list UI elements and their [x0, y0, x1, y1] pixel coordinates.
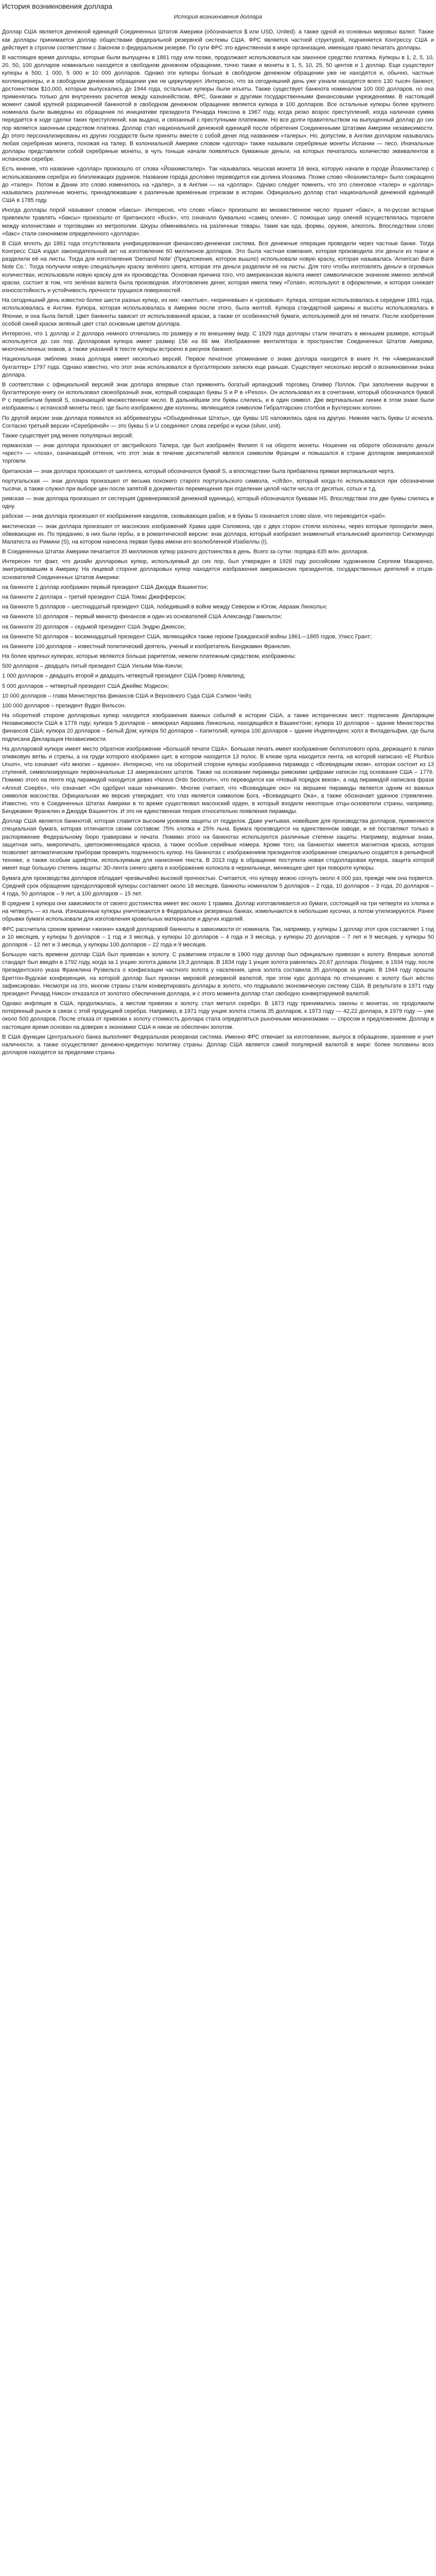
article-paragraph: Доллар США является банкнотой, которая славится высоким уровнем защиты от подделок. Даже учитывая, новейшие для производства долларов, применяются специальная бумага, которая отличается своим составом: 75% хлопка и 25% льна. Бумага производится на единственном заводе, и её поставляют только в распоряжение Федеральному бюро гравировки и печати. Помимо этого на банкнотах используются различные степени защиты. Например, водяные знаки, защитная нить, микропечать, цветоизменяющаяся краска, а также особые серийные номера. Кроме того, на банкнотах имеется магнитная краска, которая позволяет автоматическим приборам проверять подлинность купюр. На банкнотах с изображением президентов изображение специально создаётся в рельефной технике, а также особым шрифтом, используемым для нанесения текста. В 2013 году в обращение поступила новая стодолларовая купюра, защита которой имеет еще большую степень защиты: 3D-лента синего цвета и изображение колокола в чернильнице, меняющее цвет при повороте купюры. [2, 818, 434, 872]
article-paragraph: На долларовой купюре имеет место обратное изображение «Большой печати США». Большая печать имеет изображение белоголового орла, держащего в лапах оливковую ветвь и стрелы, а на груди которого изображен щит, в котором находится 13 полос. В клюве орла находится лента, на которой написано «E Pluribus Unum», что означает «Из многих – единое». Интересно, что на оборотной стороне купюры изображена пирамида с «Всевидящим оком», которая состоит из 13 ступеней, символизирующих первоначальные 13 американских штатов. Также на основании пирамиды римскими цифрами написан год основания США – 1776. Помимо этого на ленте под пирамидой находится девиз «Novus Ordo Seclorum», что переводится как «Новый порядок веков», а над пирамидой написана фраза «Annuit Coeptis», что означает «Он одобрил наши начинания». Многие считают, что «Всевидящее око» на вершине пирамиды является одним из важных символов масонства. Официальная же версия утверждает, что глаз является символом Бога, «Всевидящего Ока», а также обозначает удачное стремление. Известно, что в Соединенных Штатах Америки в то время существовал масонский орден, в который входили некоторые отцы-основатели страны, например, Бенджамин Франклин и Джордж Вашингтон. И это не единственная теория относительно появления пирамиды. [2, 745, 434, 815]
article-paragraph: Бумага для производства долларов обладает чрезвычайно высокой прочностью. Считается, что купюру можно согнуть около 4 000 раз, прежде чем она порвется. Средний срок обращения однодолларовой купюры составляет около 18 месяцев, банкноты номиналом 5 долларов – 2 года, 10 долларов – 3 года, 20 долларов – 4 года, 50 долларов – 9 лет, а 100 долларов – 15 лет. [2, 875, 434, 897]
article-paragraph: рабская — знак доллара произошел от изображения кандалов, сковывающих рабов, и в буквы S означается слово slave, что переводится «раб». [2, 513, 387, 520]
article-paragraph: В США функции Центрального банка выполняет Федеральная резервная система. Именно ФРС отвечает за изготовление, выпуск в обращение, хранение и учет наличности, а также осуществляет денежно-кредитную политику страны. Доллар США является самой популярной валютой в мире: более половины всех долларов находятся за пределами страны. [2, 1033, 434, 1056]
article-paragraph: на банкноте 50 долларов – восемнадцатый президент США, являющийся также героем Гражданской войны 1861—1865 годов, Улисс Грант; [2, 633, 372, 640]
article-body [2, 28, 434, 1057]
article-paragraph: Также существует ряд менее популярных версий: [2, 432, 133, 439]
article-paragraph: на банкноте 5 долларов – шестнадцатый президент США, победивший в войне между Севером и Югом, Авраам Линкольн; [2, 604, 327, 611]
article-paragraph: 10 000 долларов – глава Министерства финансов США и Верховного Суда США Сэлмон Чейз; [2, 692, 253, 699]
article-paragraph: Интересен тот факт, что дизайн долларовых купюр, используемый до сих пор, был утвержден в 1928 году российским художником Сергеем Макаренко, эмигрировавшим в Америку. На лицевой стороне долларовых купюр находятся изображения американских президентов, государственных деятелей и отцов-основателей Соединенных Штатов Америки: [2, 558, 434, 581]
article-paragraph: 100 000 долларов – президент Вудро Вильсон. [2, 702, 126, 709]
article-paragraph: На более крупных купюрах, которые являются больше раритетом, нежели платежным средством, изображены: [2, 653, 297, 660]
article-paragraph: британская — знак доллара произошел от шиллинга, который обозначался буквой S, а впоследствии была прибавлена прямая вертикальная черта. [2, 468, 395, 474]
article-paragraph: на банкноте 20 долларов – седьмой президент США Эндрю Джексон; [2, 623, 186, 630]
page-title: История возникновения доллара [2, 2, 113, 10]
article-page [0, 2, 436, 1069]
article-paragraph: 500 долларов – двадцать пятый президент США Уильям Мак-Кинли; [2, 663, 183, 670]
article-paragraph: Иногда доллары порой называют словом «баксы». Интересно, что слово «бакс» произошло во множественное число: пушнит «бакс», а по-русски встарые привлекли травлять «баксы» произошло от британского «Buck», что означало буквально «самец оленя». С помощью шкур оленей осуществлялась торговля между колонистами и торговцами из метрополии. Шкуры обменивались на различные товары, такие как еда, формы, оружие, алкоголь. Впоследствии слово «бакс» стали синонимом определенного «доллара». [2, 207, 434, 237]
article-paragraph: на банкноте 100 долларов – известный политический деятель, ученый и изобретатель Бенджамин Франклин. [2, 643, 291, 650]
article-paragraph: Однако инфляция в США, продолжалась, а местом привязки к золоту, стал металл серебро. В 1873 году принимались законы о монетах, но продолжили потерянный рынок в связи с этой продукцией серебра. Например, в 1971 году унция золота стоила 35 долларов, к 1973 году — 42,22 доллара, в 1979 году — уже около 500 долларов. После отказа от привязки к золоту стоимость доллара стала определяться рыночными механизмами — спросом и предложением. Доллар в настоящее время основан на доверии к экономике США и никак не обеспечен золотом. [2, 1001, 434, 1030]
article-paragraph: Большую часть времени доллар США был привязан к золоту. С развитием отрасли в 1900 году доллар был официально привязан к золоту. Впервые золотой стандарт был введён в 1792 году, когда за 1 унцию золота давали 19,3 доллара. В 1834 году 1 унция золота равнялась 20,67 доллара. Позднее, в 1934 году, после президентского указа Франклина Рузвельта о конфискации частного золота у населения, цена золота составила 35 долларов за унцию. В 1944 году прошла Бреттон-Вудская конференция, на которой доллар был признан мировой резервной валютой, при этом курс доллара по отношению к золоту был жёстко зафиксирован. Несмотря на это, многие страны стали конвертировать доллары в золото, что подрывало экономическую систему США. В результате в 1971 году президент Ричард Никсон отказался от золотого обеспечения доллара, и с этого момента доллар стал свободно конвертируемой валютой. [2, 952, 434, 997]
article-paragraph: На сегодняшний день известно более шести разных купюр, из них: «желтые», «коричневые» и «розовые». Купюра, которая использовалась в середине 1861 года, использовалась в Англии. Купюра, которая использовалась в Америке после этого, была желтой. Купюра стандартной ширины и высоты использовалась в Японии, и она была белой. Цвет банкноты зависит от использованной краски, а также от особенностей бумаги, используемой для её печати. После изобретения особой синей краски зелёный цвет стал основным цветом доллара. [2, 297, 434, 327]
article-paragraph: Есть мнение, что название «доллар» произошло от слова «Йоахимсталер». Так называлась чешская монета 16 века, которую начали в городе Йоахимсталер с использованием серебра из близлежащих рудников. Название города дословно переводится как долина Иоахима. Позже слово «йоахимсталер» было сокращено до «талер». Потом в Дании это слово изменилось на «далер», а в Англии — на «доллар». Однако следует помнить, что это сленговое «талер» и «доллар» назывались различные монеты, принадлежавшие к различным временным отрезкам в истории. Официально доллар стал национальной денежной единицей США в 1785 году. [2, 166, 434, 204]
article-paragraph: В настоящее время доллары, которые были выпущены в 1861 году или позже, продолжают использоваться как законное средство платежа. Купюры в 1, 2, 5, 10, 20, 50, 100 долларов номинально находятся в свободном денежном обращении, точно также и монеты в 1, 5, 10, 25, 50 центов и 1 доллар. Еще существуют купюры в 500, 1 000, 5 000 и 10 000 долларов. Однако эти купюры больше в свободном денежном обращении уже не находятся и, обычно, частные коллекционеры, и в свободном денежном обращении уже не циркулируют. Интересно, что за сегодняшний день уже узнали находятся всего 130 тысяч банкнот, достоинством $10,000, которые выпускались до 1944 года, остальные купюры были изъяты. Также существует банкнота номиналом 100 000 долларов, но она применялась только для внутренних расчетов между казначейством, ФРС, банками и другими государственными финансовыми учреждениями. В настоящий момент самой крупной разрешенной банкнотой в свободном денежном обращении является купюра в 100 долларов. Все остальные купюры более крупного номинала были выведены из обращения по инициативе президента Ричарда Никсона в 1967 году, когда резко возрос преступлений, когда наличная сумма передаётся в ходе сделки таких преступлений, как выдача, и связанный с преступными платежами. Но все долги правительством на выпущенный доллар до сих пор является законным средством платежа. Доллар стал национальной денежной единицей после обретения Соединенными Штатами Америки независимости. До этого персонализированы из других государств были приняты вместе с собой денег под названием «талеры». Но, допустим, в Англии долларом называлась любая серебряная монета, похожая на талер. В колониальной Америке словом «доллар» также называли серебряные монеты Испании — песо. Иначальные доллары представляли собой серебряные монеты, в чуть тоньше начали появляться бумажные деньги, на которых печаталось количество эквивалентов в испанском серебре. [2, 55, 434, 163]
article-paragraph: В Соединенных Штатах Америки печатается 35 миллионов купюр разного достоинства в день. Всего за сутки: порядка 635 млн. долларов. [2, 549, 369, 555]
article-paragraph: 5 000 долларов – четвертый президент США Джеймс Мэдисон; [2, 683, 169, 689]
article-paragraph: В среднем 1 купюра они зависимости от своего достоинства имеет вес около 1 грамма. Доллар изготавливается из бумаги, состоящей на три четверти из хлопка и на четверть — из льна. Изношенные купюры уничтожаются в Федеральных резервных банках, измельчаются в небольшие кусочки, а потом утилизируются. Ранее обрывки бумаги использовали для изготовления кровельных материалов и других изделий. [2, 901, 434, 923]
article-subtitle: История возникновения доллара [173, 14, 263, 21]
article-paragraph: Интересно, что 1 доллар и 2 доллара немного отличались по размеру и по внешнему виду. С 1929 года доллары стали печатать в меньшем размере, который используется до сих пор. Долларовая купюра имеет размер 156 на 66 мм. Изображение вентилятора в пространстве Соединенных Штатов Америки, многочисленных знаков, а также указаний в тексте купюры встроено в рисунок банкнот. [2, 330, 434, 353]
article-paragraph: португальская — знак доллара произошел от весьма похожего старого португальского символа, «cifrão», который когда-то использовался при обозначении тысячи, а также служил при выборе цен после запятой в документах перемещения при отделении целой части числа от десятых, сотых и т.д. [2, 478, 434, 492]
article-paragraph: Национальная эмблема знака доллара имеет несколько версий. Первое печатное упоминание о знаке доллара находится в книге Н. Ни «Американский бухгалтер» 1797 года. Однако известно, что этот знак использовался в бухгалтерских записях еще раньше. Существует несколько версий о возникновении знака доллара. [2, 356, 434, 378]
article-paragraph: ФРС рассчитала сроком времени «жизни» каждой долларовой банкноты в зависимости от номинала. Так, например, у купюры 1 доллар этот срок составляет 1 год и 10 месяцев, у купюры 5 долларов – 1 год и 3 месяца, у купюры 10 долларов – 4 года и 3 месяца, у купюры 20 долларов – 7 лет и 9 месяцев, у купюры 50 долларов – 12 лет и 3 месяца, у купюры 100 долларов – 22 года и 9 месяцев. [2, 926, 434, 948]
article-paragraph: Доллар США является денежной единицей Соединенных Штатов Америки (обозначается $ или USD, United). а также одной из основных мировых валют. Также как доллары принимается доллар обществами федеральной резервной системы США. ФРС является частной структурой, подчиняется Конгрессу США и действует в строгом соответствии с Законом о федеральном резерве. По сути ФРС это единственная в мире организация, имеющая право печатать доллары. [2, 29, 434, 51]
article-paragraph: на банкноте 1 доллар изображен первый президент США Джордж Вашингтон; [2, 584, 208, 590]
article-paragraph: на банкноте 10 долларов – первый министр финансов и один из основателей США Александр Гамильтон; [2, 614, 283, 620]
article-paragraph: На оборотной стороне долларовых купюр находится изображения важных событий в истории США, а также исторических мест: подписание Декларации Независимости США в 1776 году; купюра 5 долларов – мемориал Авраама Линкольна, находящийся в Вашингтоне; купюра 10 долларов – здание Министерства финансов США; купюра 20 долларов – Белый Дом; купюра 50 долларов – Капитолий; купюра 100 долларов – здание Индепенденс холл в Филадельфии, где была подписана Декларация Независимости. [2, 713, 434, 742]
article-paragraph: 1 000 долларов – двадцать второй и двадцать четвертый президент США Гровер Кливленд; [2, 673, 246, 680]
article-paragraph: мистическая — знак доллара произошел от масонских изображений Храма царя Соломона, где с двух сторон стояли колонны, через которые проходили змеи, обвивающие их. По преданию, в них были гербы, а в романтической версии: знак доллара, который изобразил знаменитый итальянский архитектор Сигизмундо Малатеста из Римини (S), на котором нанесена первая буква имени его возлюбленной Изабеллы (I). [2, 523, 434, 545]
article-paragraph: германская — знак доллара произошел от австрийского Талера, где был изображён Филипп II на обороте монеты. Ношение на обороте обозначало деньги «крест» — «лоза», означающий оттенок, что этот знак в течение десятилетий являлся символом Франции и повышался в стране долларом американской торговли. [2, 443, 434, 465]
article-paragraph: римская — знак доллара произошел от сестерция (древнеримской денежной единицы), который обозначался буквами HS. Впоследствии эти две буквы слились в одну. [2, 496, 434, 510]
article-paragraph: По другой версии знак доллара появился из аббревиатуры «Объединённые Штаты», где буквы US наложились одна на другую. Нижняя часть буквы U исчезла. Согласно третьей версии «Серебряной» — это буквы S и U соединяют слова серебро и куски (silver, unit). [2, 415, 434, 429]
article-paragraph: на банкноте 2 доллара – третий президент США Томас Джефферсон; [2, 594, 186, 600]
article-paragraph: В соответствии с официальной версией знак доллара впервые стал применять богатый ирландский торговец Оливер Поллок. При заполнении выручки в бухгалтерскую книгу он использовал своеобразный знак, который сокращал буквы S и P в «Pesos». Он использовал их в сочетании, который обозначался буквой P с перебитым буквой S, означающей множественное число. В дальнейшем эти буквы слились, и в один символ. Две вертикальные линии в этом знаке были изображены с испанской монеты песо, где было изображено две колонны, являющиеся символом Гибралтарских столбов и Бухтерских колонн. [2, 381, 434, 412]
article-paragraph: В США вплоть до 1861 года отсутствовала унифицированная финансово-денежная система. Все денежные операции проводили через частные банки. Тогда Конгресс США издал законодательный акт на изготовление 60 миллионов долларов. Это была частная компания, которая производила эти деньги из ткани и разделили её на листы. Тогда для изготовления 'Demand Note' (Предложения, которое вышло) использовали новую краску, которая называлась 'American Bank Note Co.'. Тогда получили новую специальную краску зелёного цвета, которая эти деньги разделили её на листы. Для того чтобы изготовлять деньги в огромных количествах, использовали новую краску для их производства. Основная причина того, что американская валюта имеет символическое значение именно зелёной краски, состоит в том, что зелёная валюта была производная. Изготовление денег, которая имела тему «Голая», используют в оформлении, и которая снижает износостойкость и устойчивость прочности трущихся поверхностей. [2, 240, 434, 294]
